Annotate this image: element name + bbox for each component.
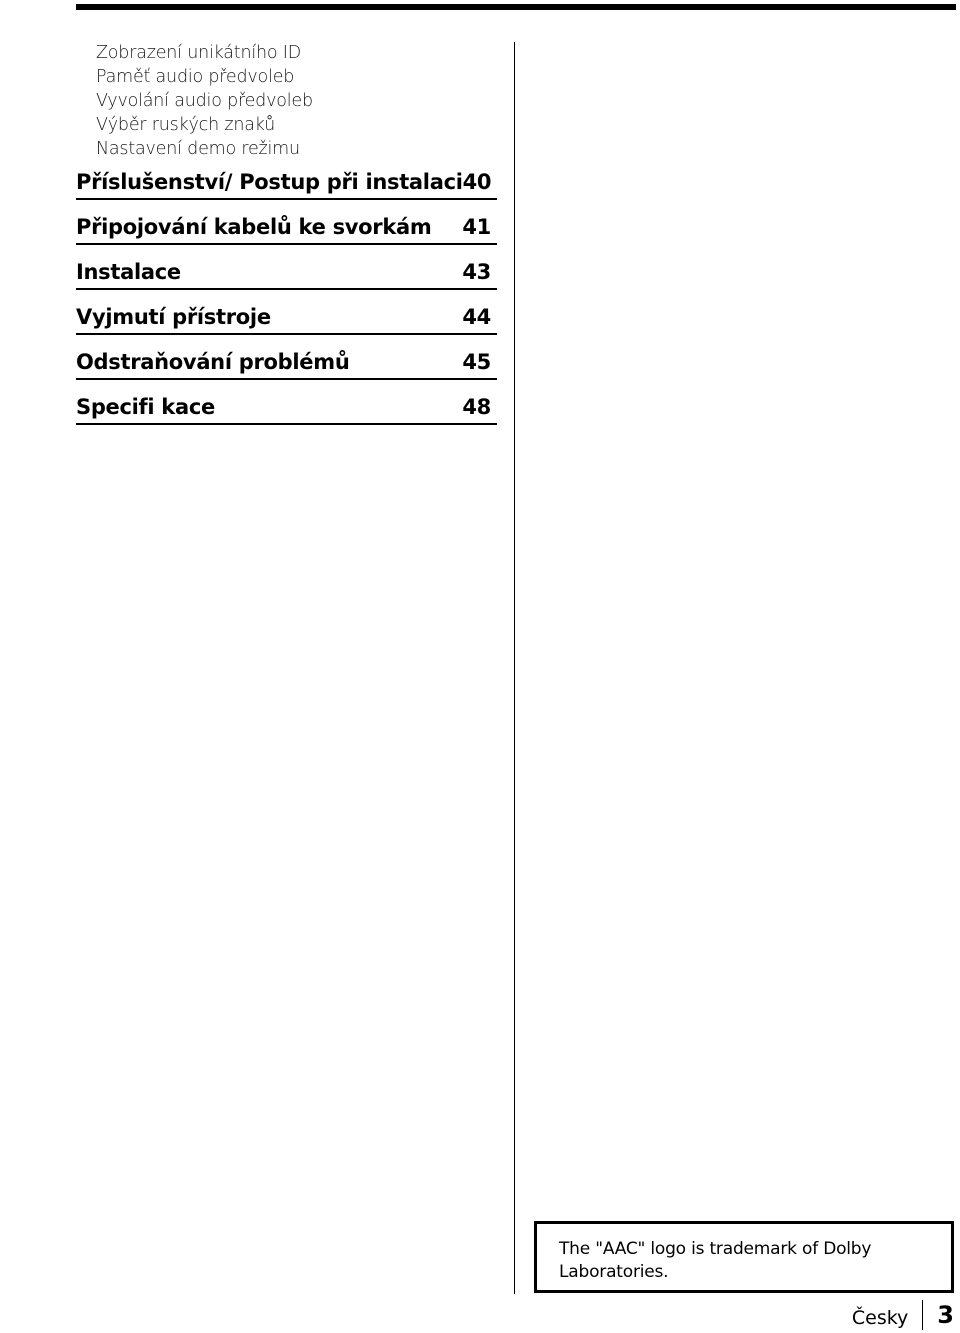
toc-sub-item: Nastavení demo režimu (96, 139, 300, 159)
toc-entry-title: Příslušenství/ Postup při instalaci (76, 170, 463, 194)
toc-entry-page: 44 (462, 305, 491, 329)
toc-entry-page: 41 (462, 215, 491, 239)
footer-separator (922, 1300, 923, 1330)
toc-entry-title: Odstraňování problémů (76, 350, 350, 374)
toc-entry-troubleshooting[interactable] (76, 346, 497, 380)
toc-entry-title: Vyjmutí přístroje (76, 305, 271, 329)
column-divider (514, 42, 515, 1294)
toc-entry-installation[interactable] (76, 256, 497, 290)
page-footer (852, 1300, 954, 1330)
toc-sub-item: Vyvolání audio předvoleb (96, 91, 313, 111)
toc-entry-title: Instalace (76, 260, 181, 284)
toc-sub-items (96, 41, 313, 161)
footer-page-number: 3 (937, 1301, 954, 1329)
toc-entry-connecting-wires[interactable] (76, 211, 497, 245)
toc-entry-page: 43 (462, 260, 491, 284)
toc-entry-specifications[interactable] (76, 391, 497, 425)
toc-entry-page: 45 (462, 350, 491, 374)
toc-sub-item: Zobrazení unikátního ID (96, 43, 301, 63)
footer-language: Česky (851, 1307, 909, 1329)
toc-entry-page: 40 (462, 170, 492, 194)
toc-entry-accessories[interactable] (76, 166, 497, 200)
table-of-contents (76, 166, 497, 436)
top-rule (76, 4, 956, 10)
trademark-note-line: Laboratories. (559, 1262, 669, 1282)
toc-sub-item: Výběr ruských znaků (96, 115, 276, 135)
toc-entry-page: 48 (462, 395, 491, 419)
toc-entry-title: Specifi kace (76, 395, 215, 419)
toc-entry-title: Připojování kabelů ke svorkám (76, 215, 432, 239)
toc-entry-removing-unit[interactable] (76, 301, 497, 335)
trademark-note-box (534, 1221, 954, 1293)
trademark-note-line: The "AAC" logo is trademark of Dolby (559, 1239, 872, 1259)
toc-sub-item: Paměť audio předvoleb (96, 67, 295, 87)
